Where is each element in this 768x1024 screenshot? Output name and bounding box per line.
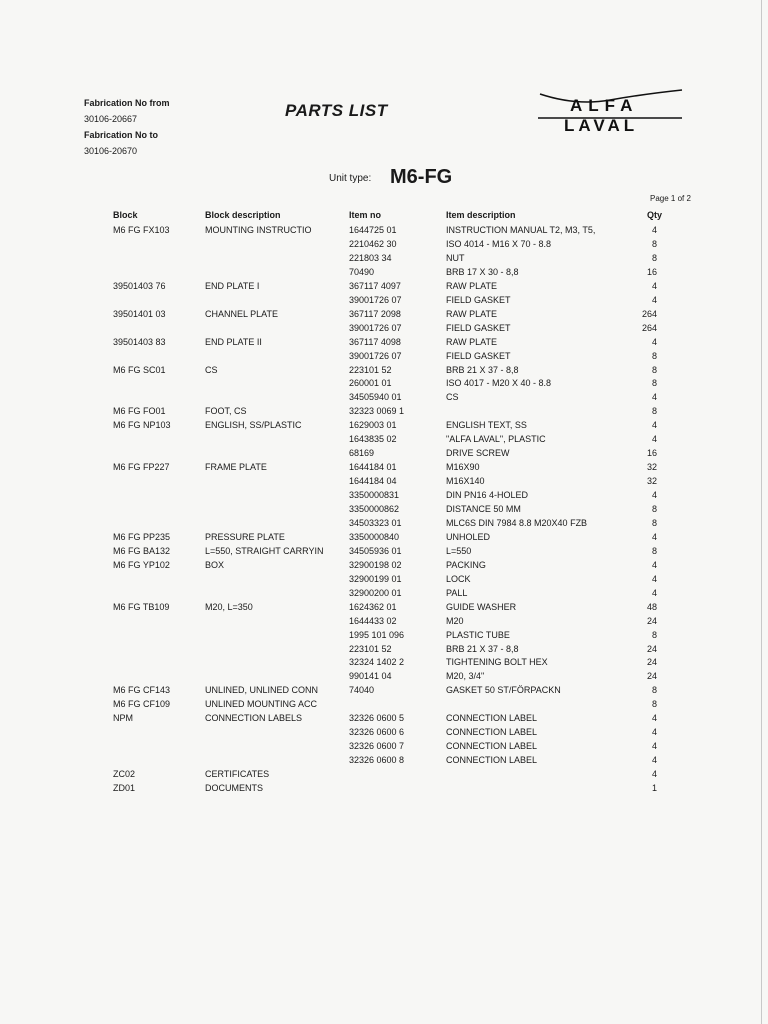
table-row (0, 363, 768, 377)
cell-qty: 8 (651, 350, 657, 361)
table-row (0, 516, 768, 530)
table-row (0, 376, 768, 390)
table-row (0, 293, 768, 307)
table-row (0, 586, 768, 600)
cell-qty: 264 (641, 308, 657, 319)
cell-block-description: END PLATE II (205, 336, 262, 347)
cell-qty: 8 (651, 685, 657, 696)
table-row (0, 781, 768, 795)
cell-block-description: CS (205, 364, 218, 375)
table-row (0, 572, 768, 586)
table-row (0, 390, 768, 404)
cell-block: M6 FG TB109 (113, 601, 170, 612)
cell-qty: 4 (651, 392, 657, 403)
table-row (0, 642, 768, 656)
cell-item-no: 32900200 01 (349, 587, 402, 598)
cell-qty: 24 (646, 615, 657, 626)
cell-qty: 32 (646, 476, 657, 487)
cell-item-no: 32326 0600 5 (349, 713, 405, 724)
cell-item-description: M16X90 (446, 462, 480, 473)
cell-item-no: 1629003 01 (349, 420, 397, 431)
cell-item-description: PLASTIC TUBE (446, 629, 510, 640)
cell-block-description: CHANNEL PLATE (205, 308, 279, 319)
page-title: PARTS LIST (285, 101, 388, 120)
cell-block: 39501401 03 (113, 308, 166, 319)
cell-item-description: DISTANCE 50 MM (446, 504, 521, 514)
cell-block-description: CONNECTION LABELS (205, 713, 303, 724)
cell-item-description: PACKING (446, 559, 486, 570)
table-row (0, 251, 768, 265)
table-row (0, 697, 768, 711)
cell-block: NPM (113, 713, 133, 724)
cell-item-description: CONNECTION LABEL (446, 741, 538, 752)
table-row (0, 265, 768, 279)
cell-qty: 4 (651, 420, 657, 431)
cell-block-description: FOOT, CS (205, 406, 247, 417)
cell-item-no: 1995 101 096 (349, 629, 405, 640)
cell-item-no: 1644725 01 (349, 225, 397, 235)
cell-item-description: CS (446, 392, 459, 403)
cell-qty: 4 (651, 531, 657, 542)
table-row (0, 767, 768, 781)
table-row (0, 683, 768, 697)
cell-qty: 4 (651, 490, 657, 501)
table-row (0, 279, 768, 293)
svg-text:ALFA: ALFA (570, 96, 639, 115)
cell-item-no: 32900199 01 (349, 573, 402, 584)
cell-block: M6 FG YP102 (113, 559, 170, 570)
cell-block-description: UNLINED MOUNTING ACC (205, 699, 318, 710)
cell-qty: 8 (651, 238, 657, 249)
col-header-block-description: Block description (205, 210, 281, 220)
cell-item-description: TIGHTENING BOLT HEX (446, 657, 548, 668)
table-row (0, 460, 768, 474)
cell-item-description: INSTRUCTION MANUAL T2, M3, T5, (446, 225, 596, 235)
table-row (0, 739, 768, 753)
table-row (0, 335, 768, 349)
cell-item-no: 367117 2098 (349, 308, 401, 319)
cell-block-description: FRAME PLATE (205, 462, 267, 473)
cell-item-no: 32900198 02 (349, 559, 402, 570)
cell-block: M6 FG CF143 (113, 685, 171, 696)
cell-item-no: 1624362 01 (349, 601, 397, 612)
cell-qty: 8 (651, 504, 657, 514)
cell-item-description: GUIDE WASHER (446, 601, 517, 612)
cell-item-no: 34505936 01 (349, 545, 402, 556)
cell-qty: 4 (651, 434, 657, 445)
cell-block: M6 FG FP227 (113, 462, 170, 473)
col-header-item-description: Item description (446, 210, 516, 220)
cell-item-description: BRB 17 X 30 - 8,8 (446, 266, 519, 277)
cell-item-no: 1643835 02 (349, 434, 397, 445)
cell-qty: 4 (651, 280, 657, 291)
col-header-block: Block (113, 210, 138, 220)
cell-item-no: 1644433 02 (349, 615, 397, 626)
cell-item-description: ISO 4014 - M16 X 70 - 8.8 (446, 238, 552, 249)
cell-block-description: M20, L=350 (205, 601, 253, 612)
table-row (0, 502, 768, 516)
cell-item-no: 34503323 01 (349, 517, 402, 528)
cell-item-no: 68169 (349, 448, 375, 459)
table-row (0, 307, 768, 321)
cell-item-no: 223101 52 (349, 643, 392, 654)
cell-qty: 8 (651, 545, 657, 556)
table-row (0, 404, 768, 418)
cell-item-no: 367117 4097 (349, 280, 401, 291)
cell-item-no: 367117 4098 (349, 336, 401, 347)
cell-item-no: 2210462 30 (349, 238, 397, 249)
cell-block: M6 FG FO01 (113, 406, 166, 417)
table-row (0, 655, 768, 669)
cell-block-description: BOX (205, 559, 225, 570)
cell-item-description: M20 (446, 615, 464, 626)
table-row (0, 349, 768, 363)
cell-qty: 4 (651, 336, 657, 347)
cell-item-description: DIN PN16 4-HOLED (446, 490, 529, 501)
cell-item-description: PALL (446, 587, 468, 598)
cell-block: M6 FG NP103 (113, 420, 171, 431)
cell-qty: 8 (651, 378, 657, 389)
cell-item-no: 34505940 01 (349, 392, 402, 403)
cell-item-no: 3350000840 (349, 531, 400, 542)
cell-block: M6 FG PP235 (113, 531, 171, 542)
cell-qty: 1 (651, 783, 657, 793)
table-row (0, 669, 768, 683)
cell-item-no: 221803 34 (349, 252, 392, 263)
cell-block-description: UNLINED, UNLINED CONN (205, 685, 319, 696)
cell-block-description: PRESSURE PLATE (205, 531, 285, 542)
cell-qty: 4 (651, 713, 657, 724)
table-row (0, 432, 768, 446)
cell-qty: 4 (651, 755, 657, 766)
cell-item-description: UNHOLED (446, 531, 491, 542)
cell-item-description: RAW PLATE (446, 280, 498, 291)
table-row (0, 544, 768, 558)
table-row (0, 628, 768, 642)
cell-qty: 24 (646, 657, 657, 668)
cell-item-no: 3350000831 (349, 490, 400, 501)
table-row (0, 558, 768, 572)
table-row (0, 446, 768, 460)
table-row (0, 321, 768, 335)
cell-item-description: CONNECTION LABEL (446, 713, 538, 724)
cell-block: ZD01 (113, 783, 136, 793)
col-header-qty: Qty (646, 210, 662, 220)
cell-qty: 4 (651, 225, 657, 235)
cell-item-description: FIELD GASKET (446, 294, 511, 305)
cell-item-description: M20, 3/4" (446, 671, 485, 682)
cell-qty: 8 (651, 699, 657, 710)
cell-item-description: GASKET 50 ST/FÖRPACKN (446, 685, 561, 696)
cell-qty: 8 (651, 406, 657, 417)
unit-type-label: Unit type: (329, 173, 372, 184)
cell-item-description: NUT (446, 252, 465, 263)
cell-block-description: MOUNTING INSTRUCTIO (205, 225, 312, 235)
cell-qty: 48 (646, 601, 657, 612)
cell-block-description: DOCUMENTS (205, 783, 263, 793)
cell-item-no: 74040 (349, 685, 375, 696)
cell-qty: 4 (651, 294, 657, 305)
cell-block: ZC02 (113, 769, 136, 780)
cell-qty: 4 (651, 727, 657, 738)
fabrication-info (84, 96, 170, 159)
cell-block: M6 FG CF109 (113, 699, 171, 710)
cell-item-no: 32326 0600 6 (349, 727, 405, 738)
cell-item-no: 1644184 01 (349, 462, 397, 473)
table-row (0, 600, 768, 614)
cell-item-description: RAW PLATE (446, 336, 498, 347)
cell-item-description: CONNECTION LABEL (446, 755, 538, 766)
cell-qty: 4 (651, 573, 657, 584)
cell-block-description: CERTIFICATES (205, 769, 270, 780)
svg-text:LAVAL: LAVAL (564, 116, 639, 135)
cell-qty: 16 (646, 448, 657, 459)
cell-qty: 24 (646, 671, 657, 682)
cell-item-description: L=550 (446, 545, 472, 556)
cell-item-description: BRB 21 X 37 - 8,8 (446, 643, 519, 654)
cell-block-description: ENGLISH, SS/PLASTIC (205, 420, 302, 431)
unit-type-value: M6-FG (390, 166, 453, 188)
cell-qty: 4 (651, 769, 657, 780)
cell-item-no: 1644184 04 (349, 476, 397, 487)
cell-item-no: 39001726 07 (349, 322, 402, 333)
cell-item-description: ISO 4017 - M20 X 40 - 8.8 (446, 378, 552, 389)
cell-block: M6 FG SC01 (113, 364, 166, 375)
cell-block-description: END PLATE I (205, 280, 260, 291)
cell-item-description: RAW PLATE (446, 308, 498, 319)
cell-item-no: 990141 04 (349, 671, 392, 682)
fab-from-value: 30106-20667 (84, 114, 138, 124)
table-row (0, 614, 768, 628)
cell-qty: 8 (651, 517, 657, 528)
table-row (0, 725, 768, 739)
cell-item-no: 260001 01 (349, 378, 392, 389)
page-number: Page 1 of 2 (650, 194, 691, 203)
cell-block-description: L=550, STRAIGHT CARRYIN (205, 545, 324, 556)
cell-block: 39501403 83 (113, 336, 166, 347)
cell-block: M6 FG BA132 (113, 545, 171, 556)
cell-item-no: 223101 52 (349, 364, 392, 375)
alfa-laval-logo (536, 84, 684, 136)
table-row (0, 711, 768, 725)
table-row (0, 237, 768, 251)
cell-block: 39501403 76 (113, 280, 166, 291)
cell-qty: 24 (646, 643, 657, 654)
cell-qty: 8 (651, 364, 657, 375)
cell-item-description: FIELD GASKET (446, 350, 511, 361)
table-row (0, 530, 768, 544)
cell-qty: 8 (651, 629, 657, 640)
table-row (0, 474, 768, 488)
cell-item-no: 70490 (349, 266, 375, 277)
cell-item-no: 39001726 07 (349, 350, 402, 361)
table-row (0, 488, 768, 502)
fab-to-value: 30106-20670 (84, 146, 138, 156)
cell-item-description: M16X140 (446, 476, 485, 487)
cell-qty: 8 (651, 252, 657, 263)
cell-item-no: 32326 0600 7 (349, 741, 405, 752)
cell-qty: 32 (646, 462, 657, 473)
table-row (0, 753, 768, 767)
col-header-item-no: Item no (349, 210, 382, 220)
cell-qty: 4 (651, 559, 657, 570)
scan-edge (761, 0, 762, 1024)
fab-from-label: Fabrication No from (84, 98, 170, 108)
cell-qty: 264 (641, 322, 657, 333)
cell-item-no: 39001726 07 (349, 294, 402, 305)
cell-item-no: 32323 0069 1 (349, 406, 405, 417)
cell-item-no: 3350000862 (349, 504, 400, 514)
cell-item-description: DRIVE SCREW (446, 448, 510, 459)
cell-item-no: 32326 0600 8 (349, 755, 405, 766)
cell-item-description: CONNECTION LABEL (446, 727, 538, 738)
cell-item-description: BRB 21 X 37 - 8,8 (446, 364, 519, 375)
cell-qty: 4 (651, 587, 657, 598)
cell-item-description: LOCK (446, 573, 471, 584)
cell-item-description: FIELD GASKET (446, 322, 511, 333)
cell-item-description: ENGLISH TEXT, SS (446, 420, 527, 431)
cell-qty: 16 (646, 266, 657, 277)
fab-to-label: Fabrication No to (84, 130, 158, 140)
cell-item-no: 32324 1402 2 (349, 657, 405, 668)
cell-block: M6 FG FX103 (113, 225, 170, 235)
cell-item-description: "ALFA LAVAL", PLASTIC (446, 434, 546, 445)
table-row (0, 418, 768, 432)
table-row (0, 223, 768, 237)
cell-qty: 4 (651, 741, 657, 752)
cell-item-description: MLC6S DIN 7984 8.8 M20X40 FZB (446, 517, 588, 528)
